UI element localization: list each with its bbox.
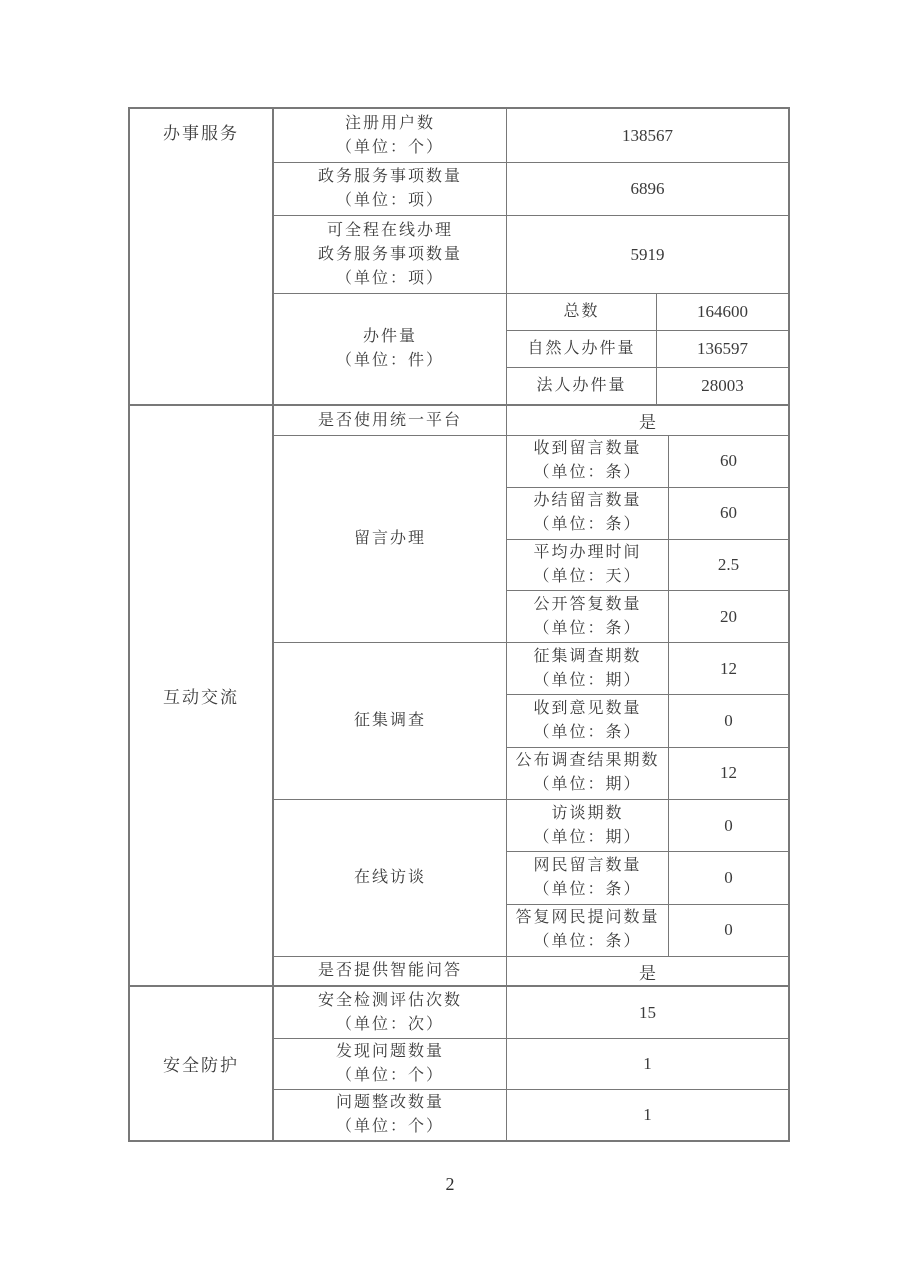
sub-row-natural-person: [507, 330, 788, 367]
group-row-online-interview: [274, 799, 788, 956]
sub-value: 0: [724, 710, 733, 730]
sub-label: 总数: [507, 294, 657, 330]
category-cell-office-services: [130, 109, 274, 404]
group-name: [274, 643, 507, 799]
section-body: [274, 987, 788, 1140]
sub-unit-line: （单位：条）: [533, 880, 642, 898]
sub-label-line: 访谈期数: [551, 804, 624, 822]
sub-row-legal-person: [507, 367, 788, 404]
sub-label: [507, 695, 669, 746]
sub-unit-line: （单位：期）: [533, 828, 642, 846]
category-cell-interaction: [130, 406, 274, 985]
group-name: [274, 436, 507, 642]
metric-row-security-assessments: [274, 987, 788, 1038]
sub-row-messages-completed: [507, 487, 788, 539]
sub-label: 法人办件量: [507, 368, 657, 404]
yesno-label-line: 是否使用统一平台: [317, 411, 462, 429]
sub-value: 28003: [701, 376, 744, 395]
metric-label: [274, 987, 507, 1038]
metric-label-line: 安全检测评估次数: [317, 991, 462, 1009]
section-body: [274, 406, 788, 985]
sub-unit-line: （单位：条）: [533, 723, 642, 741]
metric-value: 15: [639, 1002, 656, 1022]
yesno-label: [274, 957, 507, 985]
sub-label-line: 收到留言数量: [533, 440, 642, 458]
sub-unit-line: （单位：天）: [533, 567, 642, 585]
metric-unit-line: （单位：个）: [335, 1067, 444, 1084]
sub-value: 12: [720, 763, 737, 783]
metric-row-problems-rectified: [274, 1089, 788, 1140]
metric-label-line: 注册用户数: [344, 114, 435, 132]
sub-label: [507, 852, 669, 903]
sub-row-netizen-questions-answered: [507, 904, 788, 956]
yesno-value: 是: [639, 963, 656, 983]
group-name-line: 征集调查: [353, 712, 426, 729]
metric-label: [274, 109, 507, 162]
sub-value: 164600: [697, 302, 748, 321]
sub-value: 60: [720, 451, 737, 471]
sub-unit-line: （单位：条）: [533, 464, 642, 482]
volume-sub-table: [507, 294, 788, 404]
volume-group-row: [274, 293, 788, 404]
sub-row-public-replies: [507, 590, 788, 642]
group-label-line: 办件量: [362, 328, 417, 345]
unified-platform-row: [274, 406, 788, 435]
category-label: 办事服务: [163, 124, 239, 143]
sub-label: [507, 643, 669, 694]
sub-unit-line: （单位：条）: [533, 516, 642, 534]
category-label: 互动交流: [163, 688, 239, 707]
metric-label-line: 问题整改数量: [335, 1094, 444, 1111]
section-body: [274, 109, 788, 404]
sub-label: [507, 905, 669, 956]
sub-label: [507, 800, 669, 851]
category-label: 安全防护: [163, 1056, 239, 1075]
smart-qa-row: [274, 956, 788, 985]
sub-row-total: [507, 294, 788, 330]
sub-value: 0: [724, 867, 733, 887]
metric-label: [274, 1039, 507, 1089]
sub-row-opinions-received: [507, 694, 788, 746]
sub-row-survey-periods: [507, 643, 788, 694]
metric-value: 1: [643, 1054, 652, 1073]
sub-label: 自然人办件量: [507, 331, 657, 367]
sub-value: 12: [720, 658, 737, 678]
group-row-message-handling: [274, 435, 788, 642]
metric-value: 138567: [622, 125, 673, 145]
metric-row-service-items: [274, 162, 788, 215]
metric-label-line: 政务服务事项数量: [317, 245, 462, 263]
metric-value: 6896: [630, 179, 665, 198]
group-label-volume: [274, 294, 507, 404]
sub-label-line: 收到意见数量: [533, 699, 642, 717]
sub-value: 20: [720, 606, 737, 626]
metric-label-line: 可全程在线办理: [326, 221, 453, 239]
sub-value: 0: [724, 920, 733, 940]
yesno-label: [274, 406, 507, 435]
sub-label: [507, 436, 669, 487]
sub-unit-line: （单位：期）: [533, 671, 642, 689]
sub-row-messages-received: [507, 436, 788, 487]
sub-value: 60: [720, 503, 737, 523]
metric-label-line: 政务服务事项数量: [317, 168, 462, 185]
report-statistics-table: [128, 107, 790, 1142]
sub-value: 136597: [697, 339, 748, 358]
metric-unit-line: （单位：个）: [335, 1118, 444, 1135]
group-name: [274, 800, 507, 956]
sub-label-line: 平均办理时间: [533, 543, 642, 561]
metric-row-problems-found: [274, 1038, 788, 1089]
group-name-line: 留言办理: [353, 530, 426, 547]
sub-label-line: 公布调查结果期数: [515, 752, 660, 770]
group-unit-line: （单位：件）: [335, 352, 444, 369]
sub-row-interview-periods: [507, 800, 788, 851]
yesno-label-line: 是否提供智能问答: [317, 962, 462, 979]
metric-label: [274, 216, 507, 293]
metric-label: [274, 163, 507, 215]
group-sub-table: [507, 800, 788, 956]
yesno-value: 是: [639, 413, 656, 432]
metric-label: [274, 1090, 507, 1140]
metric-unit-line: （单位：个）: [335, 138, 444, 156]
sub-row-survey-results-published: [507, 747, 788, 799]
sub-label-line: 答复网民提问数量: [515, 909, 660, 927]
group-sub-table: [507, 436, 788, 642]
group-name-line: 在线访谈: [353, 869, 426, 886]
sub-unit-line: （单位：期）: [533, 776, 642, 794]
category-cell-security: [130, 987, 274, 1140]
section-interaction: [130, 404, 788, 985]
sub-label: [507, 748, 669, 799]
sub-value: 0: [724, 815, 733, 835]
sub-value: 2.5: [717, 554, 740, 574]
group-sub-table: [507, 643, 788, 799]
sub-unit-line: （单位：条）: [533, 619, 642, 637]
sub-unit-line: （单位：条）: [533, 933, 642, 951]
metric-label-line: 发现问题数量: [335, 1043, 444, 1060]
metric-unit-line: （单位：项）: [335, 192, 444, 209]
group-row-survey-collection: [274, 642, 788, 799]
sub-label: [507, 488, 669, 539]
metric-row-online-service-items: [274, 215, 788, 293]
section-security: [130, 985, 788, 1140]
sub-label-line: 办结留言数量: [533, 492, 642, 510]
sub-label: [507, 591, 669, 642]
sub-label-line: 公开答复数量: [533, 595, 642, 613]
sub-row-average-handling-time: [507, 539, 788, 591]
sub-label-line: 网民留言数量: [533, 856, 642, 874]
sub-row-netizen-messages: [507, 851, 788, 903]
sub-label: [507, 540, 669, 591]
metric-value: 5919: [630, 244, 665, 264]
metric-unit-line: （单位：次）: [335, 1015, 444, 1033]
page-number: 2: [445, 1174, 455, 1194]
sub-label-line: 征集调查期数: [533, 647, 642, 665]
metric-row-registered-users: [274, 109, 788, 162]
metric-value: 1: [643, 1105, 652, 1124]
section-office-services: [130, 109, 788, 404]
metric-unit-line: （单位：项）: [335, 269, 444, 287]
